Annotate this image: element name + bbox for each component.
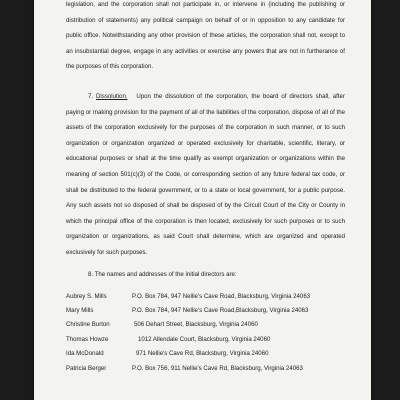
section-8-intro: 8. The names and addresses of the initial directors are: <box>88 271 237 278</box>
director-address: P.O. Box 784, 947 Nellie's Cave Road,Blacksburg, Virginia 24063 <box>132 307 309 314</box>
section-7-heading: Dissolution. <box>96 93 128 100</box>
director-row <box>66 293 361 303</box>
director-row <box>66 336 361 346</box>
director-name: Ida McDonald <box>66 350 104 357</box>
director-address: 506 Dehart Street, Blacksburg, Virginia 24060 <box>134 321 258 328</box>
director-name: Mary Mills <box>66 307 94 314</box>
director-row <box>66 365 361 375</box>
document-page <box>34 0 371 400</box>
section-7-text: Upon the dissolution of the corporation, the board of directors shall, after paying or making provision for the payment of all of the liabilities of the corporation, dispose of all of the assets of the corporation exclusively for the purposes of the corporation in such manner, or to such organization or organization organized or operated exclusively for charitable, scientific, literary, or educational purposes or shall at the time qualify as exempt organization or organizations within the meaning of section 501(c)(3) of the Code, or corresponding section of any future federal tax code, or shall be distributed to the federal government, or to a state or local government, for a public purpose. Any such assets not so disposed of shall be disposed of by the Circuit Court of the City or County in which the principal office of the corporation is then located, exclusively for such purposes or to such organization or organizations, as said Court shall determine, which are organized and operated exclusively for such purposes. <box>66 93 345 256</box>
director-address: P.O. Box 756, 911 Nellie's Cave Rd, Blacksburg, Virginia 24063 <box>132 365 303 372</box>
section-7-number: 7. <box>88 93 94 100</box>
director-address: P.O. Box 784, 947 Nellie's Cave Road, Blacksburg, Virginia 24063 <box>132 293 311 300</box>
director-row <box>66 321 361 331</box>
director-address: 971 Nellie's Cave Rd, Blacksburg, Virginia 24060 <box>136 350 269 357</box>
director-address: 1012 Allendale Court, Blacksburg, Virginia 24060 <box>138 336 271 343</box>
section-7-dissolution <box>66 89 345 261</box>
director-name: Patricia Berger <box>66 365 107 372</box>
director-name: Aubrey S. Mills <box>66 293 107 300</box>
paragraph-political-activity: legislation, and the corporation shall not participate in, or intervene in (including the publishing or distribution of statements) any political campaign on behalf of or in opposition to any candidate for public office. Notwithstanding any other provision of these articles, the corporation shall not, except to an insubstantial degree, engage in any activities or exercise any powers that are not in furtherance of the purposes of this corporation. <box>66 1 345 71</box>
director-name: Thomas Howze <box>66 336 109 343</box>
director-row <box>66 350 361 360</box>
director-row <box>66 307 361 317</box>
director-name: Christine Burton <box>66 321 110 328</box>
